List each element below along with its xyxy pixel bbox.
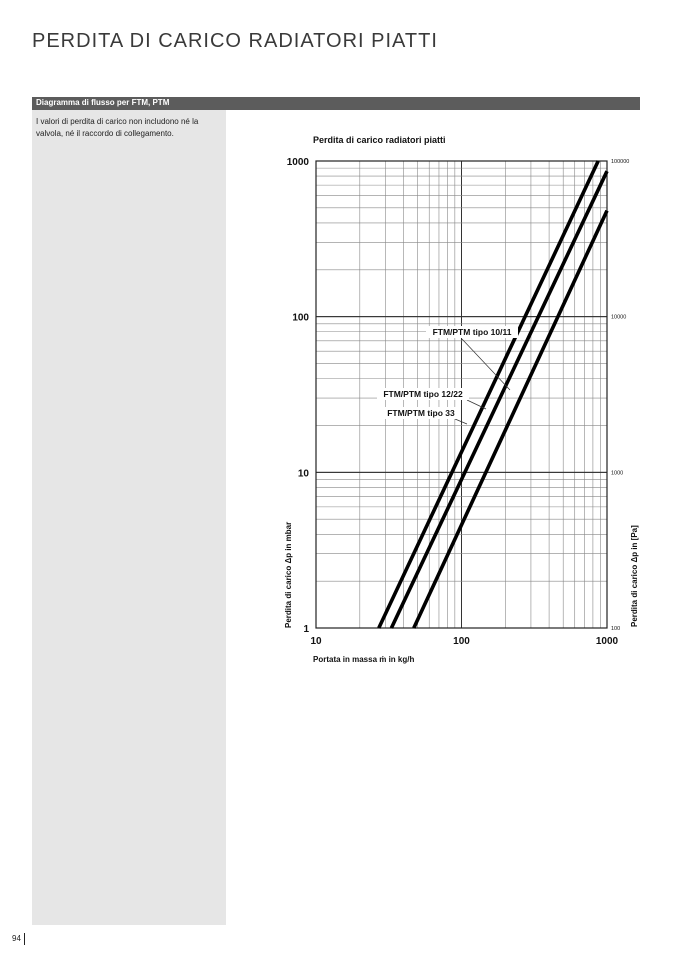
page-number: 94 xyxy=(12,933,25,945)
y-tick-label-left: 1000 xyxy=(286,157,309,168)
x-axis-label: Portata in massa ṁ in kg/h xyxy=(313,655,415,664)
page-title: PERDITA DI CARICO RADIATORI PIATTI xyxy=(32,30,438,52)
y-axis-label-left: Perdita di carico Δp in mbar xyxy=(284,521,293,628)
y-tick-label-right: 100000 xyxy=(611,159,630,165)
y-tick-label-right: 100 xyxy=(611,626,621,632)
series-line-tipo-33 xyxy=(414,211,607,628)
x-tick-label: 1000 xyxy=(595,636,619,647)
y-tick-label-right: 10000 xyxy=(611,314,627,321)
y-tick-label-left: 1 xyxy=(303,624,309,635)
y-tick-label-left: 10 xyxy=(297,468,309,480)
y-axis-label-right: Perdita di carico Δp in [Pa] xyxy=(630,525,639,627)
annotation-label: FTM/PTM tipo 12/22 xyxy=(383,389,463,399)
x-tick-label: 100 xyxy=(453,636,470,647)
chart-title: Perdita di carico radiatori piatti xyxy=(313,135,446,145)
annotation-label: FTM/PTM tipo 10/11 xyxy=(432,327,512,337)
x-tick-label: 10 xyxy=(310,636,322,647)
annotation-label: FTM/PTM tipo 33 xyxy=(387,408,455,418)
side-note: I valori di perdita di carico non includono né la valvola, né il raccordo di collegamento. xyxy=(36,117,199,138)
section-heading: Diagramma di flusso per FTM, PTM xyxy=(36,98,170,107)
y-tick-label-right: 1000 xyxy=(611,470,624,477)
y-tick-label-left: 100 xyxy=(292,312,309,324)
